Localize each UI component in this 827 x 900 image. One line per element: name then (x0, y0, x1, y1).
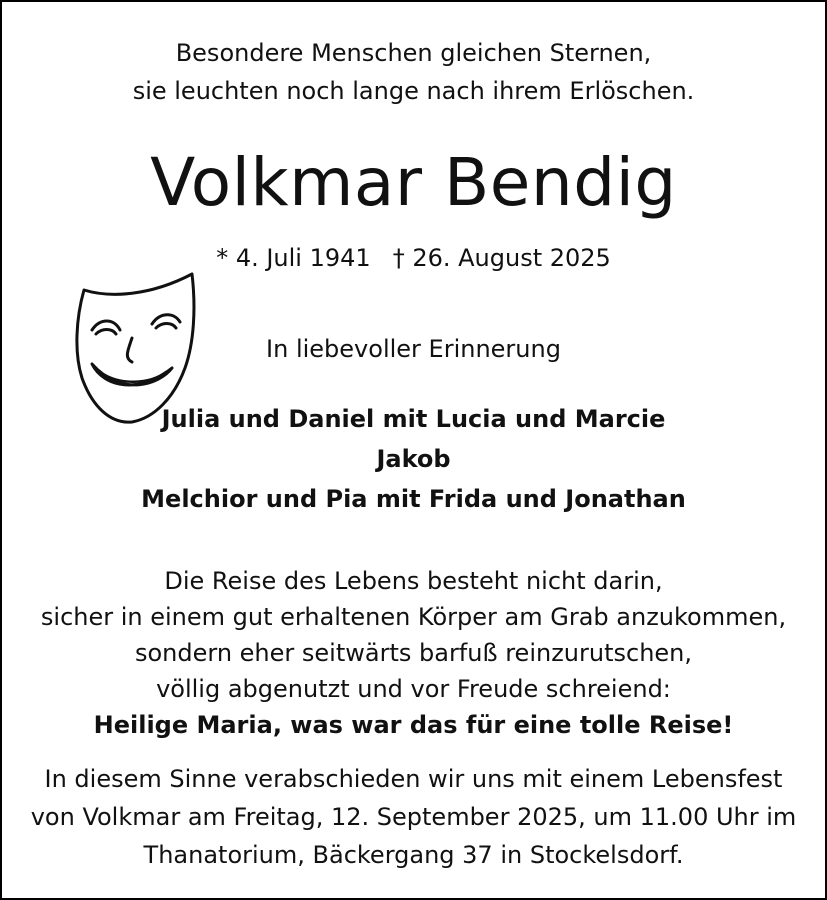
closing-line: von Volkmar am Freitag, 12. September 2025, um 11.00 Uhr im (30, 803, 797, 831)
deceased-name: Volkmar Bendig (150, 144, 677, 221)
birth-date: * 4. Juli 1941 (216, 244, 371, 272)
verse-line: sie leuchten noch lange nach ihrem Erlöschen. (132, 77, 695, 105)
life-quote (0, 563, 827, 743)
closing-line: In diesem Sinne verabschieden wir uns mit einem Lebensfest (44, 765, 783, 793)
family-member: Jakob (376, 445, 451, 473)
quote-line: sicher in einem gut erhaltenen Körper am Grab anzukommen, (40, 603, 787, 631)
death-date: † 26. August 2025 (392, 244, 611, 272)
quote-exclamation: Heilige Maria, was war das für eine tolle Reise! (93, 711, 734, 739)
quote-line: völlig abgenutzt und vor Freude schreiend: (156, 675, 671, 703)
family-list (0, 399, 827, 519)
verse-line: Besondere Menschen gleichen Sternen, (175, 39, 652, 67)
closing-line: Thanatorium, Bäckergang 37 in Stockelsdorf. (143, 841, 684, 869)
family-member: Melchior und Pia mit Frida und Jonathan (141, 485, 686, 513)
quote-line: sondern eher seitwärts barfuß reinzurutschen, (134, 639, 693, 667)
quote-line: Die Reise des Lebens besteht nicht darin, (164, 567, 663, 595)
memory-line: In liebevoller Erinnerung (266, 335, 561, 363)
opening-verse (0, 34, 827, 110)
family-member: Julia und Daniel mit Lucia und Marcie (161, 405, 666, 433)
closing-notice (0, 760, 827, 874)
